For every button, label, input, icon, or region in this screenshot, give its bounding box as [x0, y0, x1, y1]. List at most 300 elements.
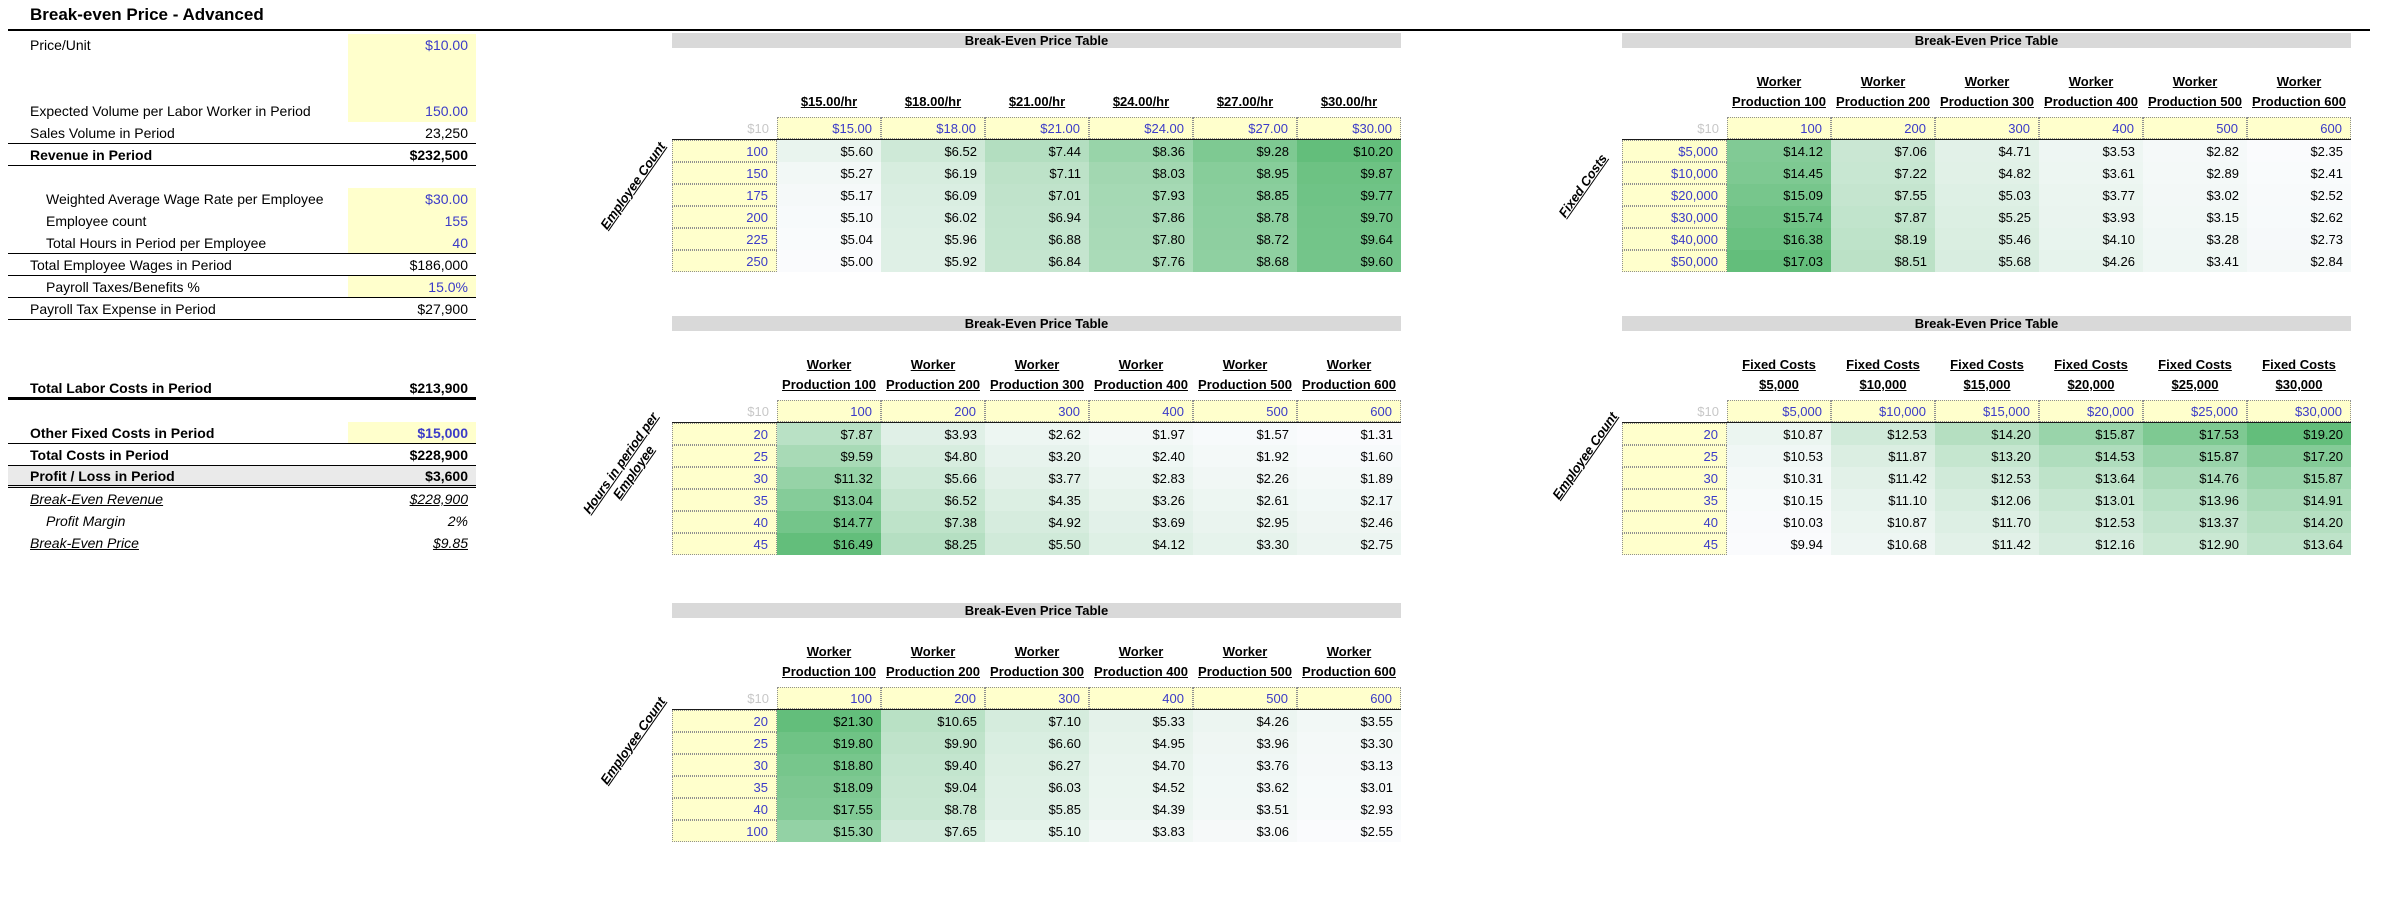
row-header-cell[interactable]: 35: [1622, 489, 1727, 511]
column-header[interactable]: [1935, 331, 2039, 400]
data-cell[interactable]: $2.93: [1297, 798, 1401, 820]
row-value[interactable]: $27,900: [417, 300, 468, 317]
data-cell[interactable]: $5.96: [881, 228, 985, 250]
row-label[interactable]: Profit Margin: [46, 513, 126, 529]
data-cell[interactable]: $10.87: [1727, 423, 1831, 445]
data-cell[interactable]: $17.20: [2247, 445, 2351, 467]
data-cell[interactable]: $4.70: [1089, 754, 1193, 776]
row-value[interactable]: $15,000: [348, 422, 476, 443]
data-cell[interactable]: $3.28: [2143, 228, 2247, 250]
data-cell[interactable]: $1.57: [1193, 423, 1297, 445]
data-cell[interactable]: $4.52: [1089, 776, 1193, 798]
data-cell[interactable]: $15.87: [2039, 423, 2143, 445]
row-header-cell[interactable]: 20: [672, 710, 777, 732]
data-cell[interactable]: $6.52: [881, 140, 985, 162]
row-header-cell[interactable]: 40: [672, 511, 777, 533]
row-header-cell[interactable]: $50,000: [1622, 250, 1727, 272]
row-label[interactable]: Total Costs in Period: [30, 446, 169, 463]
data-cell[interactable]: $10.53: [1727, 445, 1831, 467]
data-cell[interactable]: $13.01: [2039, 489, 2143, 511]
data-cell[interactable]: $3.30: [1297, 732, 1401, 754]
data-cell[interactable]: $1.92: [1193, 445, 1297, 467]
data-cell[interactable]: $5.50: [985, 533, 1089, 555]
seed-cell[interactable]: $25,000: [2143, 400, 2247, 422]
row-value[interactable]: $9.85: [432, 535, 468, 551]
data-cell[interactable]: $3.26: [1089, 489, 1193, 511]
row-value[interactable]: [348, 78, 476, 100]
data-cell[interactable]: $3.62: [1193, 776, 1297, 798]
data-cell[interactable]: $11.42: [1935, 533, 2039, 555]
data-cell[interactable]: $2.82: [2143, 140, 2247, 162]
data-cell[interactable]: $14.77: [777, 511, 881, 533]
data-cell[interactable]: $18.80: [777, 754, 881, 776]
data-cell[interactable]: $6.94: [985, 206, 1089, 228]
data-cell[interactable]: $3.13: [1297, 754, 1401, 776]
row-label[interactable]: Payroll Taxes/Benefits %: [46, 278, 200, 295]
data-cell[interactable]: $2.84: [2247, 250, 2351, 272]
data-cell[interactable]: $6.03: [985, 776, 1089, 798]
data-cell[interactable]: $3.41: [2143, 250, 2247, 272]
row-header-cell[interactable]: 35: [672, 776, 777, 798]
data-cell[interactable]: $10.31: [1727, 467, 1831, 489]
data-cell[interactable]: $10.15: [1727, 489, 1831, 511]
seed-cell[interactable]: $18.00: [881, 117, 985, 139]
seed-cell[interactable]: 600: [1297, 400, 1401, 422]
data-cell[interactable]: $9.28: [1193, 140, 1297, 162]
data-cell[interactable]: $3.69: [1089, 511, 1193, 533]
row-header-cell[interactable]: $20,000: [1622, 184, 1727, 206]
data-cell[interactable]: $7.22: [1831, 162, 1935, 184]
data-cell[interactable]: $7.87: [777, 423, 881, 445]
data-cell[interactable]: $13.20: [1935, 445, 2039, 467]
data-cell[interactable]: $2.41: [2247, 162, 2351, 184]
data-cell[interactable]: $6.60: [985, 732, 1089, 754]
data-cell[interactable]: $19.80: [777, 732, 881, 754]
data-cell[interactable]: $13.64: [2039, 467, 2143, 489]
data-cell[interactable]: $21.30: [777, 710, 881, 732]
data-cell[interactable]: $4.26: [2039, 250, 2143, 272]
data-cell[interactable]: $13.64: [2247, 533, 2351, 555]
column-header[interactable]: [1727, 331, 1831, 400]
seed-cell[interactable]: 300: [1935, 117, 2039, 139]
row-header-cell[interactable]: 200: [672, 206, 777, 228]
row-header-cell[interactable]: $40,000: [1622, 228, 1727, 250]
seed-cell[interactable]: 100: [777, 400, 881, 422]
data-cell[interactable]: $2.40: [1089, 445, 1193, 467]
row-label[interactable]: Employee count: [46, 213, 147, 229]
data-cell[interactable]: $1.60: [1297, 445, 1401, 467]
row-label[interactable]: Weighted Average Wage Rate per Employee: [46, 191, 324, 207]
row-label[interactable]: Total Hours in Period per Employee: [46, 234, 267, 251]
data-cell[interactable]: $5.03: [1935, 184, 2039, 206]
data-cell[interactable]: $9.70: [1297, 206, 1401, 228]
data-cell[interactable]: $8.95: [1193, 162, 1297, 184]
corner-cell[interactable]: $10: [747, 690, 769, 706]
row-header-cell[interactable]: 25: [1622, 445, 1727, 467]
data-cell[interactable]: $17.53: [2143, 423, 2247, 445]
column-header[interactable]: [2143, 48, 2247, 117]
data-cell[interactable]: $3.77: [2039, 184, 2143, 206]
data-cell[interactable]: $4.80: [881, 445, 985, 467]
row-header-cell[interactable]: $5,000: [1622, 140, 1727, 162]
row-value[interactable]: 150.00: [348, 100, 476, 122]
data-cell[interactable]: $1.89: [1297, 467, 1401, 489]
row-value[interactable]: 155: [348, 210, 476, 232]
data-cell[interactable]: $9.64: [1297, 228, 1401, 250]
seed-cell[interactable]: 500: [2143, 117, 2247, 139]
data-cell[interactable]: $5.68: [1935, 250, 2039, 272]
data-cell[interactable]: $12.90: [2143, 533, 2247, 555]
column-header[interactable]: [1089, 48, 1193, 117]
data-cell[interactable]: $7.86: [1089, 206, 1193, 228]
row-header-cell[interactable]: 150: [672, 162, 777, 184]
row-header-cell[interactable]: 175: [672, 184, 777, 206]
row-value[interactable]: 40: [348, 232, 476, 253]
data-cell[interactable]: $9.60: [1297, 250, 1401, 272]
data-cell[interactable]: $2.73: [2247, 228, 2351, 250]
data-cell[interactable]: $3.20: [985, 445, 1089, 467]
column-header[interactable]: [881, 48, 985, 117]
row-value[interactable]: $10.00: [348, 34, 476, 56]
row-value[interactable]: $213,900: [409, 379, 468, 396]
data-cell[interactable]: $7.11: [985, 162, 1089, 184]
row-value[interactable]: $228,900: [409, 446, 468, 463]
data-cell[interactable]: $5.27: [777, 162, 881, 184]
data-cell[interactable]: $2.62: [985, 423, 1089, 445]
data-cell[interactable]: $2.46: [1297, 511, 1401, 533]
data-cell[interactable]: $4.35: [985, 489, 1089, 511]
data-cell[interactable]: $13.04: [777, 489, 881, 511]
data-cell[interactable]: $8.78: [1193, 206, 1297, 228]
row-header-cell[interactable]: 35: [672, 489, 777, 511]
data-cell[interactable]: $3.55: [1297, 710, 1401, 732]
column-header[interactable]: [985, 48, 1089, 117]
data-cell[interactable]: $8.03: [1089, 162, 1193, 184]
data-cell[interactable]: $4.10: [2039, 228, 2143, 250]
seed-cell[interactable]: 600: [1297, 687, 1401, 709]
row-header-cell[interactable]: 40: [672, 798, 777, 820]
data-cell[interactable]: $11.10: [1831, 489, 1935, 511]
corner-cell[interactable]: $10: [747, 120, 769, 136]
row-label[interactable]: Price/Unit: [30, 37, 91, 53]
data-cell[interactable]: $3.61: [2039, 162, 2143, 184]
row-label[interactable]: Total Employee Wages in Period: [30, 256, 232, 273]
corner-cell[interactable]: $10: [1697, 120, 1719, 136]
seed-cell[interactable]: 400: [2039, 117, 2143, 139]
data-cell[interactable]: $14.76: [2143, 467, 2247, 489]
data-cell[interactable]: $7.87: [1831, 206, 1935, 228]
column-header[interactable]: [1089, 331, 1193, 400]
seed-cell[interactable]: 200: [1831, 117, 1935, 139]
data-cell[interactable]: $18.09: [777, 776, 881, 798]
column-header[interactable]: [985, 331, 1089, 400]
data-cell[interactable]: $10.87: [1831, 511, 1935, 533]
data-cell[interactable]: $4.82: [1935, 162, 2039, 184]
column-header[interactable]: [777, 618, 881, 687]
data-cell[interactable]: $8.78: [881, 798, 985, 820]
row-value[interactable]: $3,600: [425, 467, 468, 484]
column-header[interactable]: [1935, 48, 2039, 117]
column-header[interactable]: [1831, 48, 1935, 117]
data-cell[interactable]: $9.77: [1297, 184, 1401, 206]
data-cell[interactable]: $2.52: [2247, 184, 2351, 206]
seed-cell[interactable]: 600: [2247, 117, 2351, 139]
column-header[interactable]: [2143, 331, 2247, 400]
data-cell[interactable]: $2.55: [1297, 820, 1401, 842]
data-cell[interactable]: $5.60: [777, 140, 881, 162]
data-cell[interactable]: $7.44: [985, 140, 1089, 162]
data-cell[interactable]: $17.03: [1727, 250, 1831, 272]
column-header[interactable]: [881, 618, 985, 687]
data-cell[interactable]: $9.04: [881, 776, 985, 798]
data-cell[interactable]: $3.93: [2039, 206, 2143, 228]
row-value[interactable]: 15.0%: [348, 276, 476, 297]
data-cell[interactable]: $3.83: [1089, 820, 1193, 842]
data-cell[interactable]: $3.53: [2039, 140, 2143, 162]
seed-cell[interactable]: $21.00: [985, 117, 1089, 139]
data-cell[interactable]: $10.20: [1297, 140, 1401, 162]
seed-cell[interactable]: $27.00: [1193, 117, 1297, 139]
row-header-cell[interactable]: 225: [672, 228, 777, 250]
data-cell[interactable]: $17.55: [777, 798, 881, 820]
column-header[interactable]: [2039, 331, 2143, 400]
row-label[interactable]: Break-Even Price: [30, 535, 139, 551]
data-cell[interactable]: $16.49: [777, 533, 881, 555]
data-cell[interactable]: $2.62: [2247, 206, 2351, 228]
data-cell[interactable]: $7.10: [985, 710, 1089, 732]
data-cell[interactable]: $11.87: [1831, 445, 1935, 467]
data-cell[interactable]: $15.74: [1727, 206, 1831, 228]
data-cell[interactable]: $9.87: [1297, 162, 1401, 184]
seed-cell[interactable]: $30,000: [2247, 400, 2351, 422]
data-cell[interactable]: $9.40: [881, 754, 985, 776]
data-cell[interactable]: $3.06: [1193, 820, 1297, 842]
data-cell[interactable]: $3.76: [1193, 754, 1297, 776]
seed-cell[interactable]: $10,000: [1831, 400, 1935, 422]
data-cell[interactable]: $5.10: [985, 820, 1089, 842]
row-label[interactable]: Profit / Loss in Period: [30, 467, 175, 484]
data-cell[interactable]: $4.95: [1089, 732, 1193, 754]
column-header[interactable]: [881, 331, 985, 400]
data-cell[interactable]: $19.20: [2247, 423, 2351, 445]
column-header[interactable]: [777, 331, 881, 400]
data-cell[interactable]: $13.96: [2143, 489, 2247, 511]
row-header-cell[interactable]: 100: [672, 820, 777, 842]
seed-cell[interactable]: 100: [1727, 117, 1831, 139]
row-value[interactable]: [348, 400, 476, 422]
data-cell[interactable]: $8.36: [1089, 140, 1193, 162]
data-cell[interactable]: $2.75: [1297, 533, 1401, 555]
data-cell[interactable]: $7.38: [881, 511, 985, 533]
data-cell[interactable]: $2.26: [1193, 467, 1297, 489]
data-cell[interactable]: $2.35: [2247, 140, 2351, 162]
row-label[interactable]: Sales Volume in Period: [30, 124, 175, 141]
data-cell[interactable]: $4.12: [1089, 533, 1193, 555]
seed-cell[interactable]: 500: [1193, 400, 1297, 422]
data-cell[interactable]: $16.38: [1727, 228, 1831, 250]
row-value[interactable]: $186,000: [409, 256, 468, 273]
row-header-cell[interactable]: 30: [672, 467, 777, 489]
data-cell[interactable]: $11.32: [777, 467, 881, 489]
column-header[interactable]: [1193, 331, 1297, 400]
data-cell[interactable]: $6.02: [881, 206, 985, 228]
column-header[interactable]: [2247, 331, 2351, 400]
row-header-cell[interactable]: 45: [672, 533, 777, 555]
data-cell[interactable]: $5.46: [1935, 228, 2039, 250]
data-cell[interactable]: $4.26: [1193, 710, 1297, 732]
data-cell[interactable]: $6.09: [881, 184, 985, 206]
data-cell[interactable]: $3.93: [881, 423, 985, 445]
data-cell[interactable]: $14.53: [2039, 445, 2143, 467]
data-cell[interactable]: $14.45: [1727, 162, 1831, 184]
data-cell[interactable]: $12.53: [1935, 467, 2039, 489]
data-cell[interactable]: $7.01: [985, 184, 1089, 206]
column-header[interactable]: [985, 618, 1089, 687]
data-cell[interactable]: $8.72: [1193, 228, 1297, 250]
column-header[interactable]: [1297, 331, 1401, 400]
row-header-cell[interactable]: 20: [672, 423, 777, 445]
column-header[interactable]: [1297, 618, 1401, 687]
data-cell[interactable]: $10.68: [1831, 533, 1935, 555]
data-cell[interactable]: $8.68: [1193, 250, 1297, 272]
data-cell[interactable]: $3.96: [1193, 732, 1297, 754]
data-cell[interactable]: $3.01: [1297, 776, 1401, 798]
data-cell[interactable]: $6.52: [881, 489, 985, 511]
data-cell[interactable]: $6.19: [881, 162, 985, 184]
data-cell[interactable]: $8.85: [1193, 184, 1297, 206]
data-cell[interactable]: $2.83: [1089, 467, 1193, 489]
data-cell[interactable]: $14.20: [2247, 511, 2351, 533]
seed-cell[interactable]: $30.00: [1297, 117, 1401, 139]
seed-cell[interactable]: 100: [777, 687, 881, 709]
data-cell[interactable]: $9.90: [881, 732, 985, 754]
data-cell[interactable]: $11.70: [1935, 511, 2039, 533]
row-header-cell[interactable]: $30,000: [1622, 206, 1727, 228]
seed-cell[interactable]: 400: [1089, 687, 1193, 709]
data-cell[interactable]: $1.31: [1297, 423, 1401, 445]
row-label[interactable]: Payroll Tax Expense in Period: [30, 300, 216, 317]
row-label[interactable]: Total Labor Costs in Period: [30, 379, 212, 396]
data-cell[interactable]: $2.61: [1193, 489, 1297, 511]
data-cell[interactable]: $3.15: [2143, 206, 2247, 228]
seed-cell[interactable]: 300: [985, 400, 1089, 422]
row-label[interactable]: Revenue in Period: [30, 146, 153, 163]
column-header[interactable]: [2247, 48, 2351, 117]
data-cell[interactable]: $14.91: [2247, 489, 2351, 511]
data-cell[interactable]: $11.42: [1831, 467, 1935, 489]
row-header-cell[interactable]: 20: [1622, 423, 1727, 445]
data-cell[interactable]: $5.33: [1089, 710, 1193, 732]
row-value[interactable]: $30.00: [348, 188, 476, 210]
data-cell[interactable]: $3.51: [1193, 798, 1297, 820]
row-value[interactable]: [348, 56, 476, 78]
row-label[interactable]: Expected Volume per Labor Worker in Period: [30, 103, 311, 119]
row-header-cell[interactable]: 30: [1622, 467, 1727, 489]
data-cell[interactable]: $3.30: [1193, 533, 1297, 555]
data-cell[interactable]: $5.25: [1935, 206, 2039, 228]
data-cell[interactable]: $3.77: [985, 467, 1089, 489]
row-value[interactable]: [348, 320, 476, 378]
data-cell[interactable]: $15.09: [1727, 184, 1831, 206]
data-cell[interactable]: $4.39: [1089, 798, 1193, 820]
row-header-cell[interactable]: 40: [1622, 511, 1727, 533]
data-cell[interactable]: $10.03: [1727, 511, 1831, 533]
data-cell[interactable]: $7.80: [1089, 228, 1193, 250]
row-value[interactable]: 23,250: [425, 124, 468, 141]
data-cell[interactable]: $5.04: [777, 228, 881, 250]
column-header[interactable]: [2039, 48, 2143, 117]
data-cell[interactable]: $2.17: [1297, 489, 1401, 511]
row-header-cell[interactable]: 45: [1622, 533, 1727, 555]
data-cell[interactable]: $4.92: [985, 511, 1089, 533]
row-value[interactable]: 2%: [447, 513, 468, 529]
data-cell[interactable]: $5.17: [777, 184, 881, 206]
data-cell[interactable]: $6.84: [985, 250, 1089, 272]
corner-cell[interactable]: $10: [1697, 403, 1719, 419]
data-cell[interactable]: $5.10: [777, 206, 881, 228]
data-cell[interactable]: $4.71: [1935, 140, 2039, 162]
row-header-cell[interactable]: $10,000: [1622, 162, 1727, 184]
data-cell[interactable]: $2.95: [1193, 511, 1297, 533]
data-cell[interactable]: $10.65: [881, 710, 985, 732]
data-cell[interactable]: $9.59: [777, 445, 881, 467]
data-cell[interactable]: $12.53: [1831, 423, 1935, 445]
data-cell[interactable]: $3.02: [2143, 184, 2247, 206]
column-header[interactable]: [1193, 48, 1297, 117]
data-cell[interactable]: $7.55: [1831, 184, 1935, 206]
data-cell[interactable]: $5.85: [985, 798, 1089, 820]
seed-cell[interactable]: 200: [881, 400, 985, 422]
data-cell[interactable]: $14.20: [1935, 423, 2039, 445]
seed-cell[interactable]: $15.00: [777, 117, 881, 139]
data-cell[interactable]: $7.06: [1831, 140, 1935, 162]
data-cell[interactable]: $6.27: [985, 754, 1089, 776]
row-header-cell[interactable]: 100: [672, 140, 777, 162]
data-cell[interactable]: $5.00: [777, 250, 881, 272]
data-cell[interactable]: $7.65: [881, 820, 985, 842]
data-cell[interactable]: $6.88: [985, 228, 1089, 250]
data-cell[interactable]: $7.76: [1089, 250, 1193, 272]
data-cell[interactable]: $8.19: [1831, 228, 1935, 250]
data-cell[interactable]: $15.87: [2247, 467, 2351, 489]
seed-cell[interactable]: 500: [1193, 687, 1297, 709]
seed-cell[interactable]: $15,000: [1935, 400, 2039, 422]
data-cell[interactable]: $2.89: [2143, 162, 2247, 184]
seed-cell[interactable]: 300: [985, 687, 1089, 709]
column-header[interactable]: [1089, 618, 1193, 687]
seed-cell[interactable]: $24.00: [1089, 117, 1193, 139]
row-value[interactable]: [348, 166, 476, 188]
row-header-cell[interactable]: 250: [672, 250, 777, 272]
row-value[interactable]: $228,900: [409, 491, 468, 507]
column-header[interactable]: [1193, 618, 1297, 687]
seed-cell[interactable]: 200: [881, 687, 985, 709]
row-header-cell[interactable]: 25: [672, 445, 777, 467]
row-label[interactable]: Break-Even Revenue: [30, 491, 164, 507]
data-cell[interactable]: $8.51: [1831, 250, 1935, 272]
column-header[interactable]: [1727, 48, 1831, 117]
row-value[interactable]: $232,500: [409, 146, 468, 163]
data-cell[interactable]: $15.30: [777, 820, 881, 842]
row-header-cell[interactable]: 30: [672, 754, 777, 776]
data-cell[interactable]: $12.53: [2039, 511, 2143, 533]
seed-cell[interactable]: $20,000: [2039, 400, 2143, 422]
column-header[interactable]: [1831, 331, 1935, 400]
data-cell[interactable]: $5.92: [881, 250, 985, 272]
data-cell[interactable]: $13.37: [2143, 511, 2247, 533]
seed-cell[interactable]: 400: [1089, 400, 1193, 422]
row-label[interactable]: Other Fixed Costs in Period: [30, 424, 215, 441]
